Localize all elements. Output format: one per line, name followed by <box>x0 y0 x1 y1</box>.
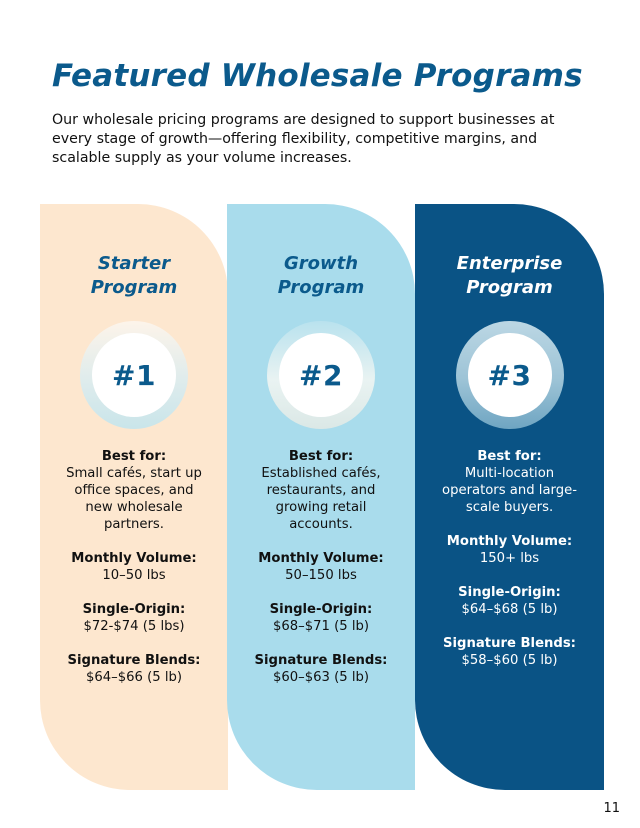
monthly-volume-label: Monthly Volume: <box>446 534 573 549</box>
signature-blends-price: $64–$66 (5 lb) <box>85 670 183 685</box>
program-title-line1: Enterprise <box>456 253 563 274</box>
program-details <box>425 448 594 669</box>
program-card-starter <box>40 204 228 790</box>
program-number: #2 <box>299 358 343 392</box>
program-title-line1: Starter <box>97 253 171 274</box>
program-card-enterprise <box>415 204 604 790</box>
best-for-line: new wholesale <box>85 500 183 515</box>
program-title <box>227 252 415 300</box>
signature-blends-label: Signature Blends: <box>254 653 388 668</box>
best-for-line: growing retail <box>275 500 367 515</box>
program-title-line2: Program <box>277 277 365 298</box>
monthly-volume-value: 150+ lbs <box>479 551 540 566</box>
signature-blends-label: Signature Blends: <box>67 653 201 668</box>
signature-blends-price: $58–$60 (5 lb) <box>461 653 558 668</box>
best-for-line: scale buyers. <box>465 500 554 515</box>
best-for-line: office spaces, and <box>74 483 194 498</box>
program-title-line1: Growth <box>283 253 359 274</box>
program-number-circle <box>92 333 176 417</box>
monthly-volume-value: 50–150 lbs <box>285 568 357 583</box>
best-for-line: Established cafés, <box>261 466 381 481</box>
page-title: Featured Wholesale Programs <box>52 58 583 94</box>
single-origin-price: $64–$68 (5 lb) <box>461 602 558 617</box>
best-for-line: Small cafés, start up <box>66 466 202 481</box>
signature-blends-label: Signature Blends: <box>443 636 576 651</box>
program-number: #1 <box>112 358 156 392</box>
best-for-line: Multi-location <box>464 466 555 481</box>
best-for-line: accounts. <box>289 517 353 532</box>
best-for-line: restaurants, and <box>266 483 376 498</box>
program-number-circle <box>468 333 552 417</box>
single-origin-label: Single-Origin: <box>82 602 186 617</box>
program-title <box>415 252 604 300</box>
program-number-ring <box>456 321 564 429</box>
best-for-label: Best for: <box>477 449 542 464</box>
program-title <box>40 252 228 300</box>
best-for-label: Best for: <box>101 449 167 464</box>
program-number: #3 <box>487 358 532 392</box>
best-for-label: Best for: <box>288 449 354 464</box>
program-title-line2: Program <box>466 277 553 298</box>
program-details <box>237 448 405 686</box>
program-number-ring <box>80 321 188 429</box>
monthly-volume-value: 10–50 lbs <box>102 568 166 583</box>
intro-paragraph: Our wholesale pricing programs are designed to support businesses at every stage of growth—offering flexibility, competitive margins, and scalable supply as your volume increases. <box>52 112 555 166</box>
program-details <box>50 448 218 686</box>
program-number-ring <box>267 321 375 429</box>
monthly-volume-label: Monthly Volume: <box>258 551 384 566</box>
program-card-growth <box>227 204 415 790</box>
monthly-volume-label: Monthly Volume: <box>71 551 197 566</box>
single-origin-label: Single-Origin: <box>269 602 373 617</box>
best-for-line: partners. <box>103 517 164 532</box>
program-number-circle <box>279 333 363 417</box>
best-for-line: operators and large- <box>442 483 577 498</box>
program-title-line2: Program <box>90 277 178 298</box>
single-origin-label: Single-Origin: <box>458 585 561 600</box>
single-origin-price: $68–$71 (5 lb) <box>272 619 370 634</box>
page-number: 11 <box>603 801 620 816</box>
signature-blends-price: $60–$63 (5 lb) <box>272 670 370 685</box>
single-origin-price: $72-$74 (5 lbs) <box>83 619 185 634</box>
